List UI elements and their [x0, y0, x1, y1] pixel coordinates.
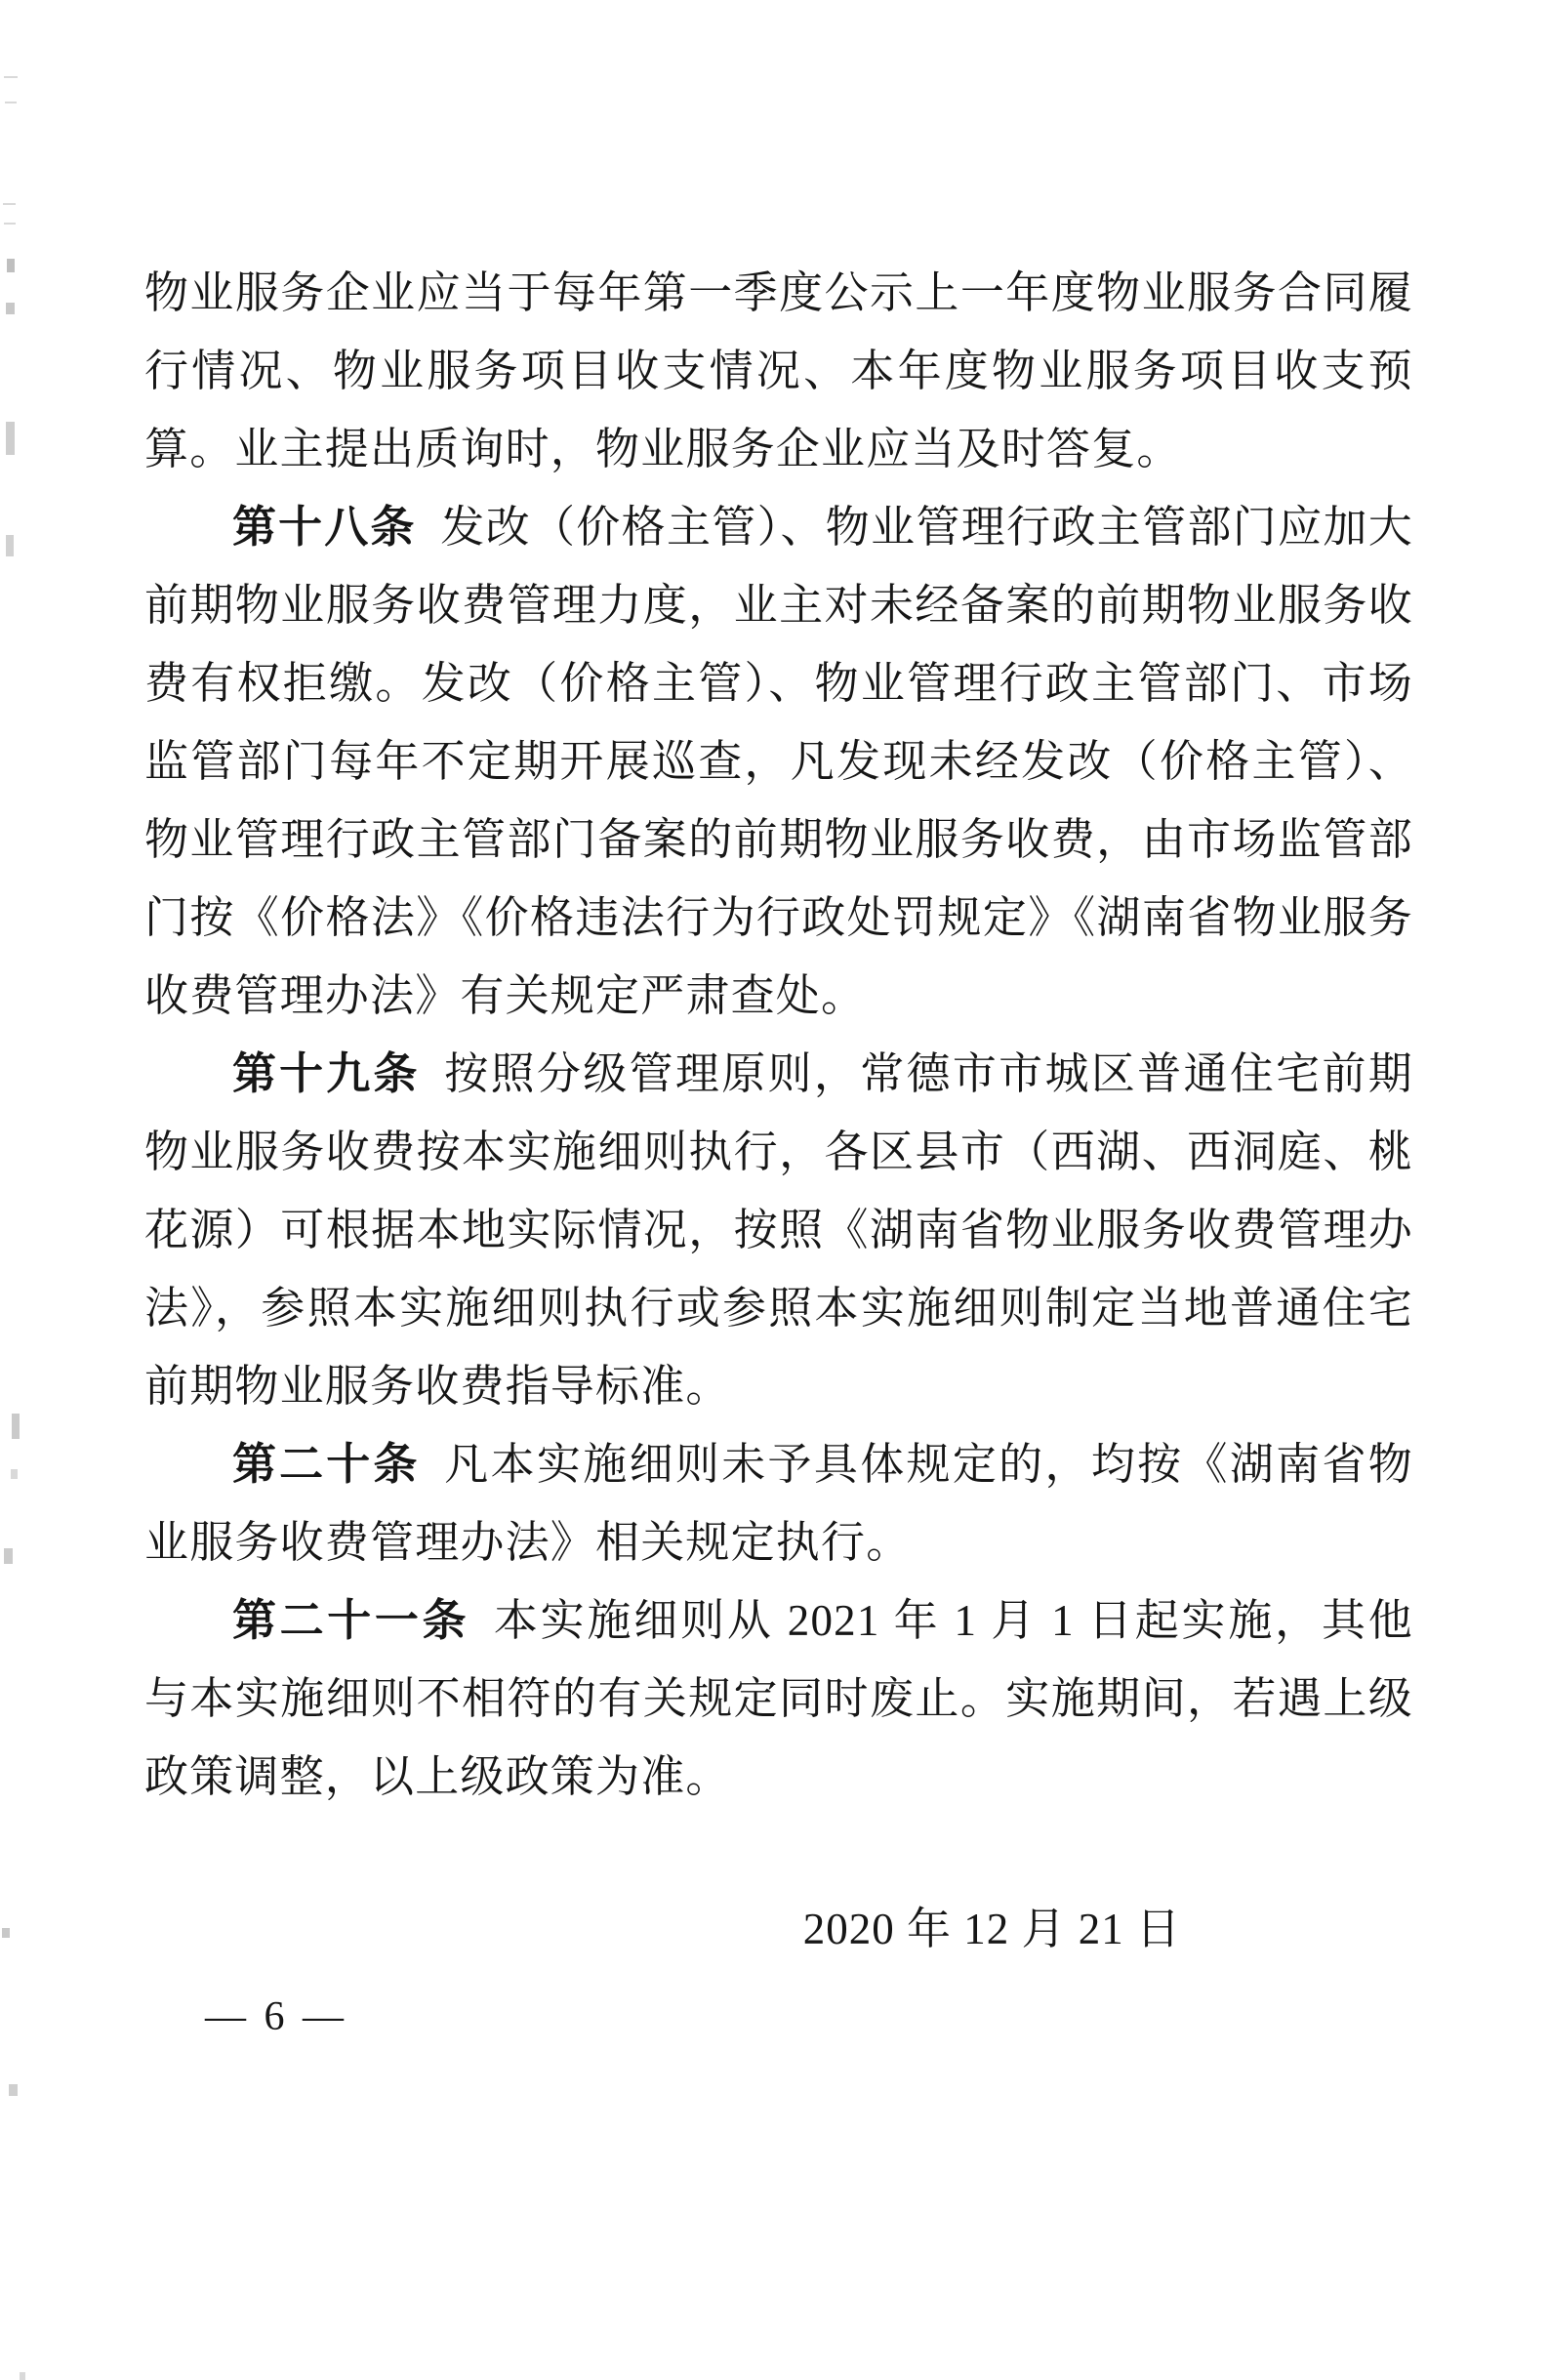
scan-artifact: [4, 223, 16, 225]
paragraph-text: 按照分级管理原则，常德市市城区普通住宅前期物业服务收费按本实施细则执行，各区县市（西湖、西洞庭、桃花源）可根据本地实际情况，按照《湖南省物业服务收费管理办法》，参照本实施细则执行或参照本实施细则制定当地普通住宅前期物业服务收费指导标准。: [144, 1049, 1413, 1411]
scan-artifact: [6, 535, 14, 556]
article-number-label: 第十九条: [232, 1048, 421, 1098]
article-number-label: 第二十条: [232, 1439, 421, 1489]
date-line: 2020 年 12 月 21 日: [802, 1905, 1181, 1953]
scan-artifact: [6, 422, 15, 455]
scan-artifact: [3, 203, 16, 205]
article-number-label: 第十八条: [232, 502, 417, 552]
scan-artifact: [4, 1548, 13, 1564]
scan-artifact: [9, 2084, 18, 2096]
page-number: — 6 —: [205, 1994, 347, 2039]
scan-artifact: [12, 1414, 20, 1439]
scan-artifact: [2, 1928, 10, 1938]
scan-artifact: [20, 2372, 25, 2380]
paragraph-article-20: [144, 1425, 1413, 1581]
scan-artifact: [6, 303, 15, 314]
paragraph-article-21: [144, 1581, 1413, 1816]
paragraph-article-19: [144, 1035, 1413, 1425]
paragraph-text: 物业服务企业应当于每年第一季度公示上一年度物业服务合同履行情况、物业服务项目收支情况、本年度物业服务项目收支预算。业主提出质询时，物业服务企业应当及时答复。: [144, 268, 1413, 473]
scan-artifact: [5, 102, 17, 103]
paragraph-article-18: [144, 488, 1413, 1035]
paragraph-text: 本实施细则从 2021 年 1 月 1 日起实施，其他与本实施细则不相符的有关规定同时废止。实施期间，若遇上级政策调整，以上级政策为准。: [144, 1596, 1413, 1801]
article-number-label: 第二十一条: [232, 1595, 470, 1645]
scan-artifact: [7, 259, 15, 272]
paragraph-text: 凡本实施细则未予具体规定的，均按《湖南省物业服务收费管理办法》相关规定执行。: [144, 1440, 1413, 1567]
scan-artifact: [4, 76, 18, 78]
paragraph-text: 发改（价格主管）、物业管理行政主管部门应加大前期物业服务收费管理力度，业主对未经备案的前期物业服务收费有权拒缴。发改（价格主管）、物业管理行政主管部门、市场监管部门每年不定期开展巡查，凡发现未经发改（价格主管）、物业管理行政主管部门备案的前期物业服务收费，由市场监管部门按《价格法》《价格违法行为行政处罚规定》《湖南省物业服务收费管理办法》有关规定严肃查处。: [144, 503, 1413, 1020]
scan-artifact: [11, 1469, 18, 1479]
paragraph-continuation: [144, 254, 1413, 488]
